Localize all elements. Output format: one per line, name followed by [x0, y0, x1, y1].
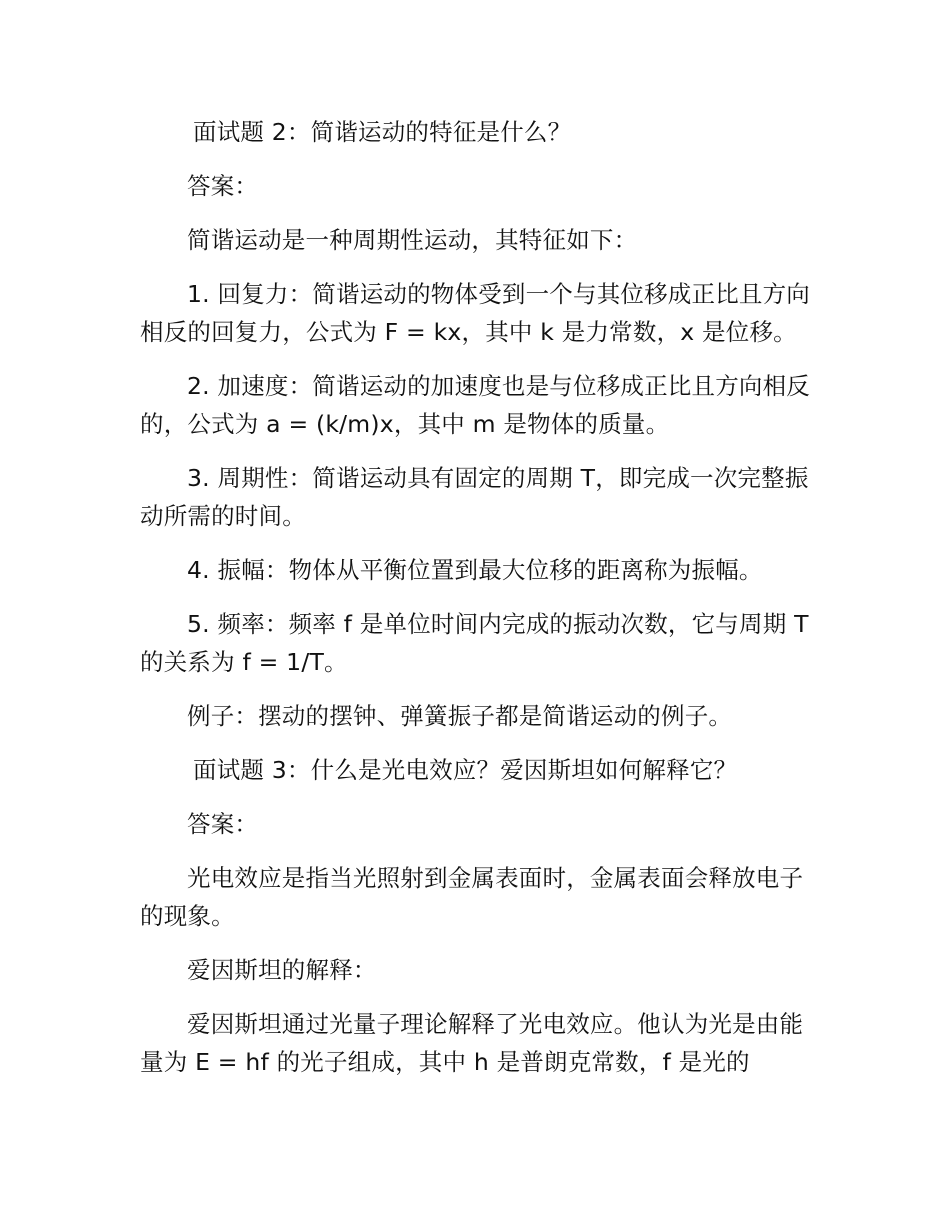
- answer-intro: 简谐运动是一种周期性运动，其特征如下：: [187, 226, 638, 254]
- einstein-explanation-text: 爱因斯坦通过光量子理论解释了光电效应。他认为光是由能量为 E = hf 的光子组成，其中 h 是普朗克常数，f 是光的: [140, 1010, 804, 1076]
- feature-periodicity: 3. 周期性：简谐运动具有固定的周期 T，即完成一次完整振动所需的时间。: [140, 464, 809, 530]
- feature-restoring-force: 1. 回复力：简谐运动的物体受到一个与其位移成正比且方向相反的回复力，公式为 F = kx，其中 k 是力常数，x 是位移。: [140, 280, 810, 346]
- feature-frequency: 5. 频率：频率 f 是单位时间内完成的振动次数，它与周期 T 的关系为 f = 1/T。: [140, 610, 809, 676]
- question-heading-2: 面试题 2：简谐运动的特征是什么？: [193, 118, 572, 146]
- feature-acceleration: 2. 加速度：简谐运动的加速度也是与位移成正比且方向相反的，公式为 a = (k/m)x，其中 m 是物体的质量。: [140, 372, 810, 438]
- document-page: [140, 113, 815, 1097]
- answer-label-2: 答案：: [187, 810, 259, 838]
- question-heading-3: 面试题 3：什么是光电效应？爱因斯坦如何解释它？: [193, 756, 738, 784]
- feature-amplitude: 4. 振幅：物体从平衡位置到最大位移的距离称为振幅。: [187, 556, 763, 584]
- examples-paragraph: 例子：摆动的摆钟、弹簧振子都是简谐运动的例子。: [187, 702, 733, 730]
- answer-label: 答案：: [187, 172, 259, 200]
- photoelectric-definition: 光电效应是指当光照射到金属表面时，金属表面会释放电子的现象。: [140, 864, 804, 930]
- einstein-explanation-label: 爱因斯坦的解释：: [187, 956, 377, 984]
